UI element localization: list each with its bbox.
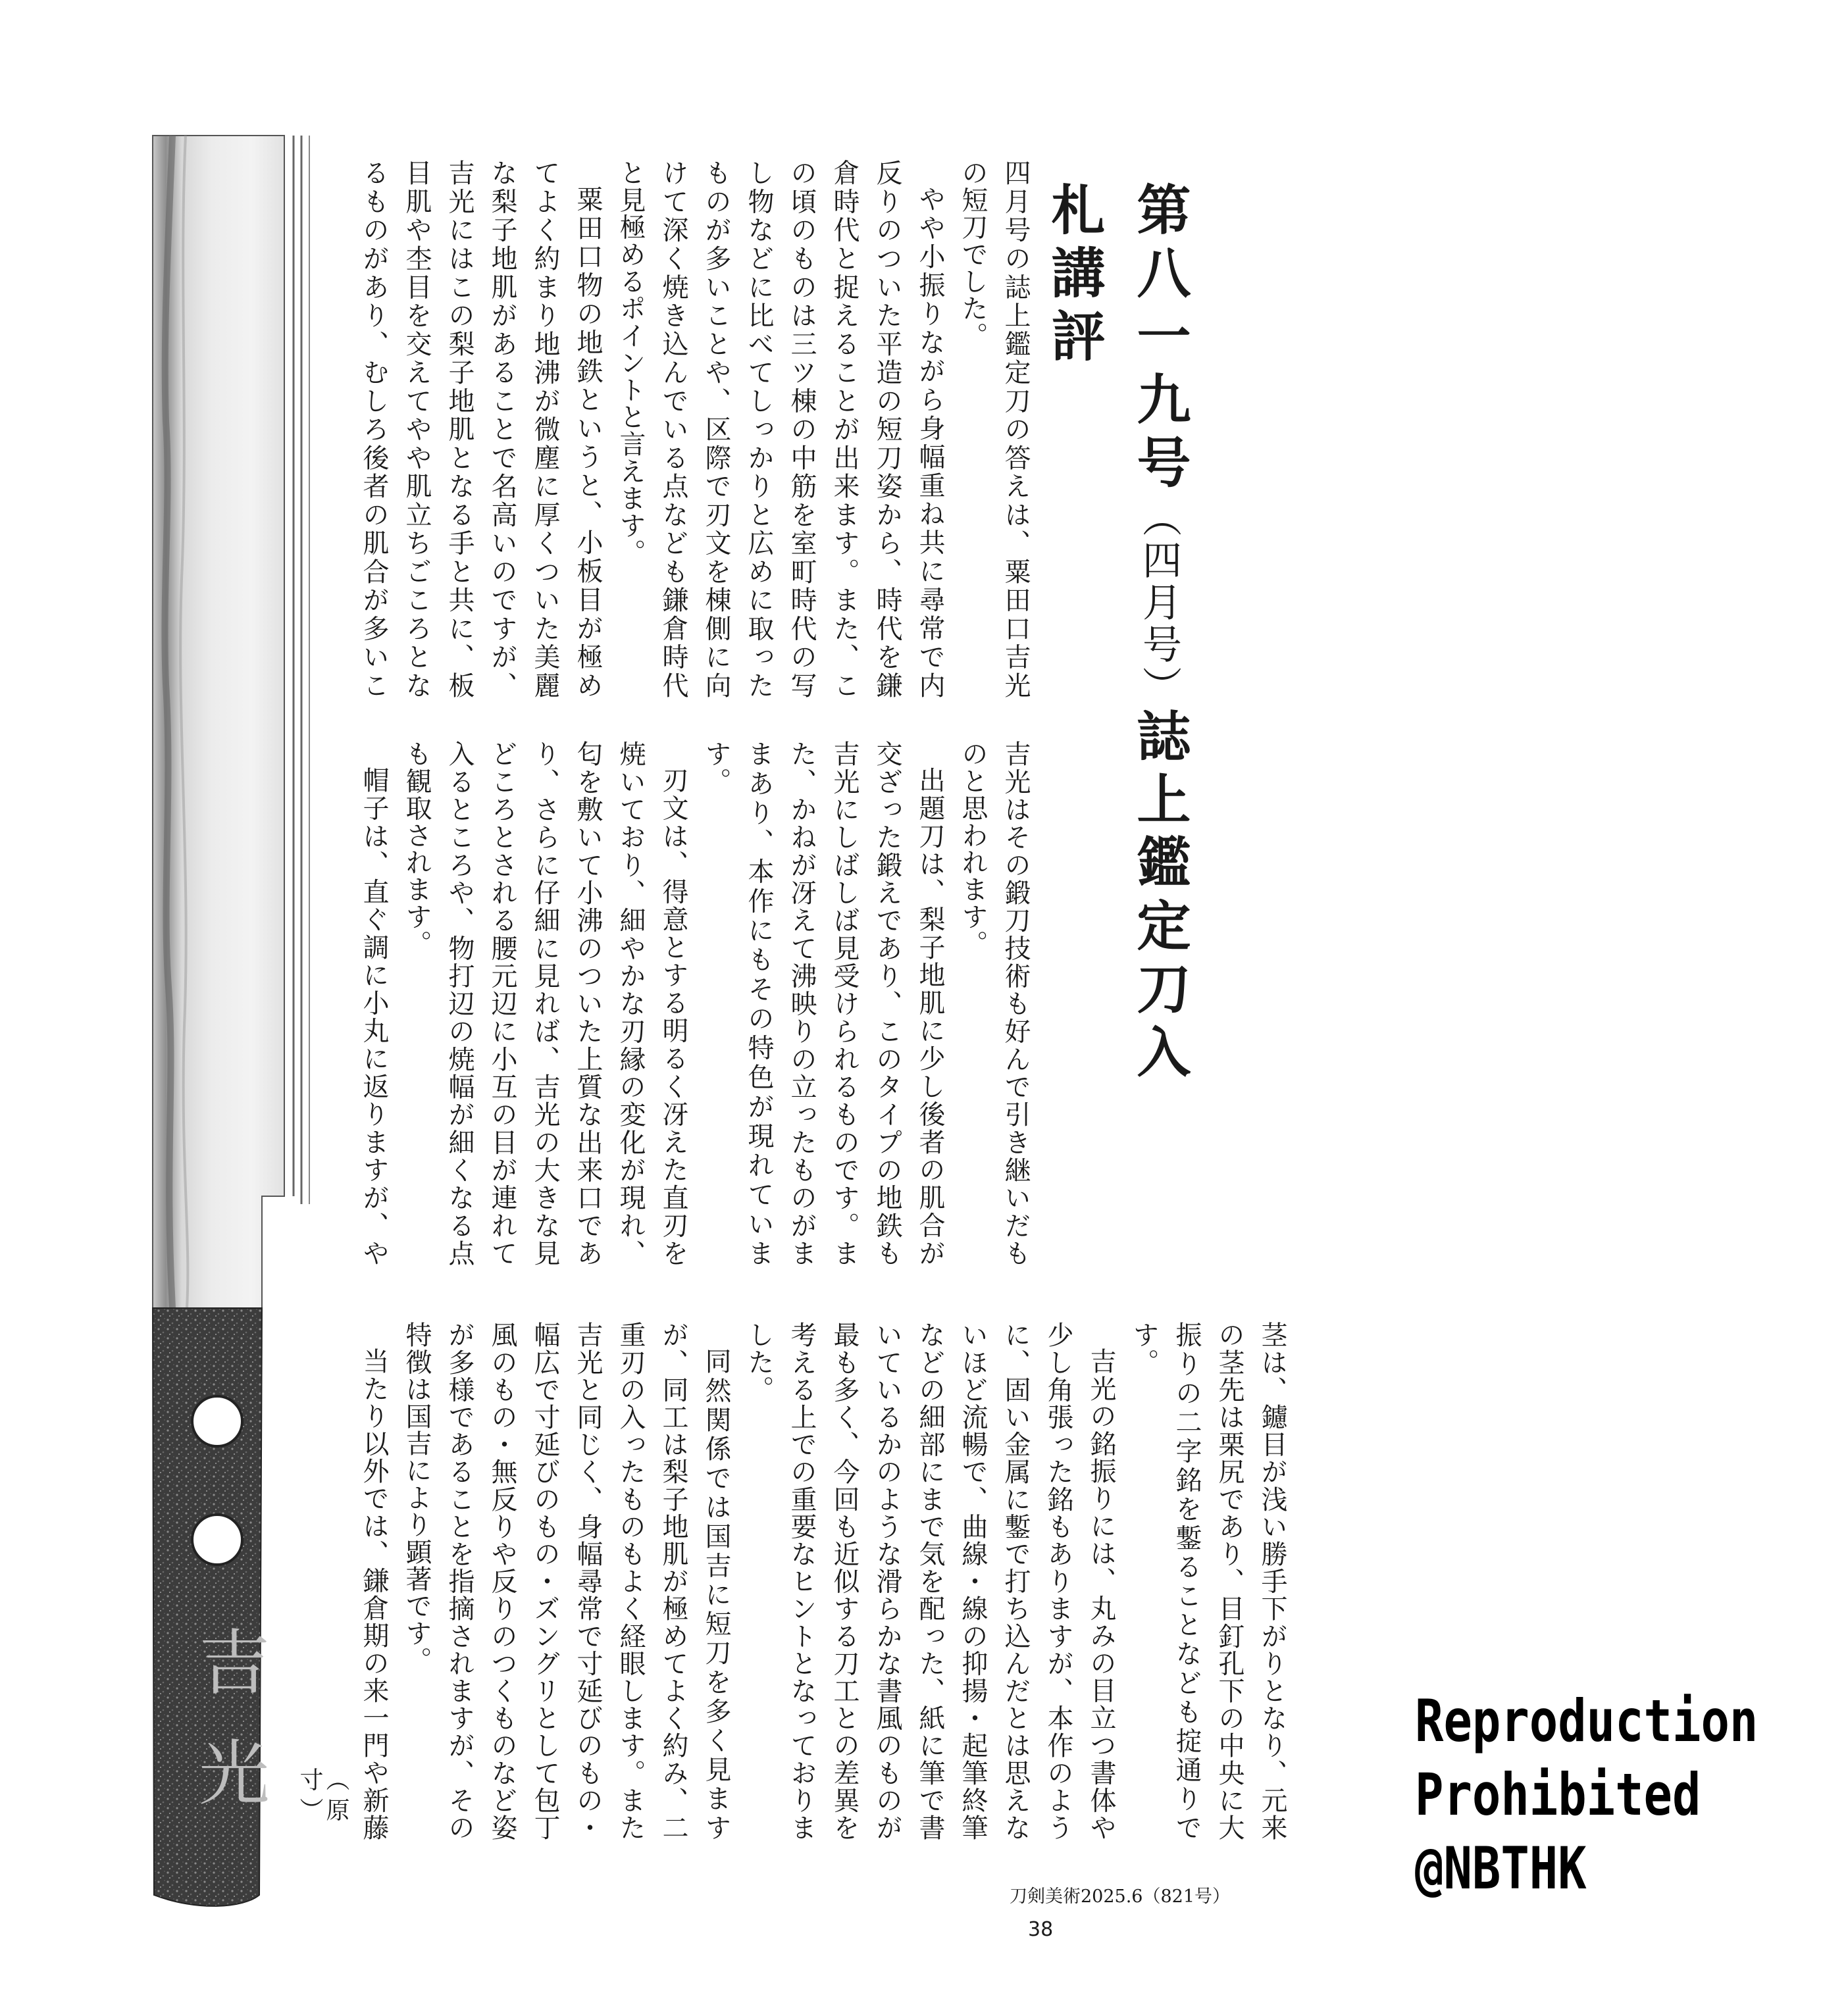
paragraph: 同然関係では国吉に短刀を多く見ますが、同工は梨子地肌が極めてよく約み、二重刃の入ったものもよく経眼します。また吉光と同じく、身幅尋常で寸延びのもの・幅広で寸延びのもの・ズングリとして包丁風のもの・無反りや反りのつくものなど姿が多様であることを指摘されますが、その特徴は国吉により顕著です。 — [401, 1321, 731, 1841]
paragraph: やや小振りながら身幅重ね共に尋常で内反りのついた平造の短刀姿から、時代を鎌倉時代と捉えることが出来ます。また、この頃のものは三ツ棟の中筋を室町時代の写し物などに比べてしっかりと広めに取ったものが多いことや、区際で刃文を棟側に向けて深く焼き込んでいる点なども鎌倉時代と見極めるポイントと言えます。 — [615, 159, 945, 699]
paragraph: 吉光はその鍛刀技術も好んで引き継いだものと思われます。 — [958, 740, 1031, 1267]
article-subtitle: 誌上鑑定刀入札講評 — [1042, 182, 1191, 1087]
paragraph: 茎は、鑢目が浅い勝手下がりとなり、元来の茎先は栗尻であり、目釘孔下の中央に大振りの二字銘を鏨ることなども掟通りです。 — [1129, 1321, 1287, 1841]
watermark-line: Prohibited — [1415, 1761, 1701, 1829]
body-middle — [355, 740, 1037, 1267]
issue-month: （四月号） — [1136, 497, 1182, 708]
article-title — [1042, 182, 1202, 1129]
publication-info: 刀剣美術2025.6（821号） — [1010, 1886, 1231, 1907]
scale-caption: （原寸） — [296, 1767, 349, 1828]
paragraph: 当たり以外では、鎌倉期の来一門や新藤 — [359, 1348, 389, 1841]
page-footer — [1010, 1881, 1273, 1941]
watermark-line: @NBTHK — [1415, 1834, 1587, 1902]
watermark — [1415, 1684, 1836, 1906]
paragraph: 出題刀は、梨子地肌に少し後者の肌合が交ざった鍛えであり、このタイプの地鉄も吉光にしばしば見受けられるものです。また、かねが冴えて沸映りの立ったものがままあり、本作にもその特色が現れています。 — [701, 740, 945, 1267]
paragraph: 刃文は、得意とする明るく冴えた直刃を焼いており、細やかな刃縁の変化が現れ、匂を敷いて小沸のついた上質な出来口であり、さらに仔細に見れば、吉光の大きな見どころとされる腰元辺に小互の目が連れて入るところや、物打辺の焼幅が細くなる点も観取されます。 — [401, 740, 688, 1267]
paragraph: 粟田口物の地鉄というと、小板目が極めてよく約まり地沸が微塵に厚くついた美麗な梨子地肌があることで名高いのですが、吉光にはこの梨子地肌となる手と共に、板目肌や杢目を交えてやや肌立ちごころとなるものがあり、むしろ後者の肌合が多いこ — [359, 159, 603, 699]
body-top — [355, 159, 1037, 699]
body-bottom — [355, 1321, 1293, 1841]
issue-number: 第八一九号 — [1128, 182, 1191, 497]
watermark-line: Reproduction — [1415, 1687, 1758, 1755]
tanto-illustration — [0, 0, 395, 1995]
mekugi-hole-upper — [192, 1396, 242, 1446]
mekugi-hole-lower — [192, 1515, 242, 1565]
tang-inscription: 吉光 — [186, 1625, 269, 1846]
paragraph: 吉光の銘振りには、丸みの目立つ書体や少し角張った銘もありますが、本作のように、固い金属に鏨で打ち込んだとは思えないほど流暢で、曲線・線の抑揚・起筆終筆などの細部にまで気を配った、紙に筆で書いているかのような滑らかな書風のものが最も多く、今回も近似する刀工との差異を考える上での重要なヒントとなっておりました。 — [744, 1321, 1116, 1841]
page-number: 38 — [1028, 1918, 1054, 1941]
paragraph: 四月号の誌上鑑定刀の答えは、粟田口吉光の短刀でした。 — [958, 159, 1031, 699]
paragraph: 帽子は、直ぐ調に小丸に返りますが、や — [359, 767, 389, 1267]
